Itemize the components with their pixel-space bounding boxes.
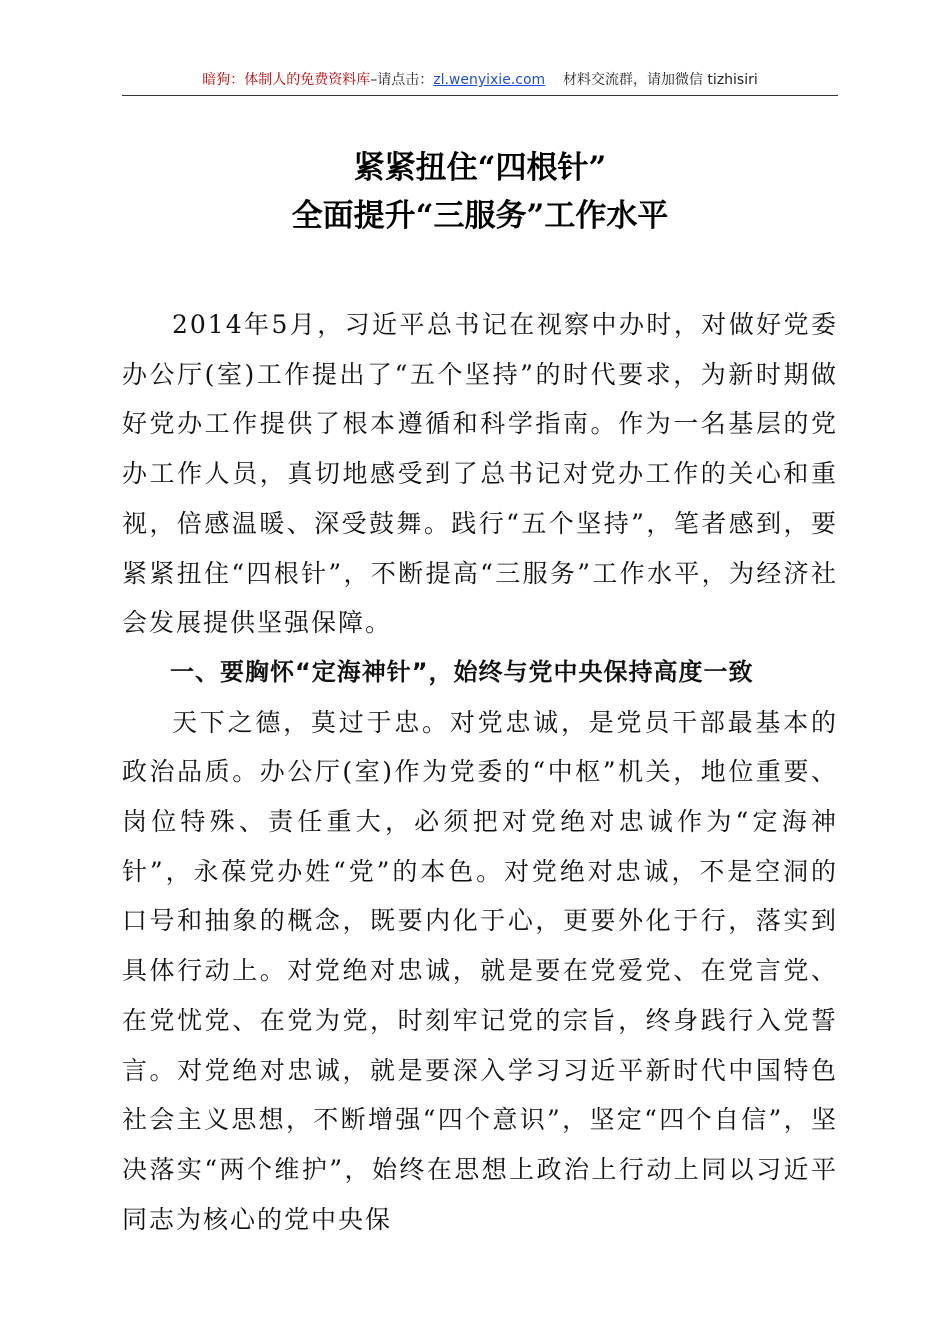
- document-title-line-2: 全面提升“三服务”工作水平: [291, 198, 669, 234]
- page-header: [122, 70, 838, 94]
- section-heading-1: 一、要胸怀“定海神针”，始终与党中央保持高度一致: [170, 657, 754, 686]
- header-divider: [122, 95, 838, 96]
- section-paragraph-1: 天下之德，莫过于忠。对党忠诚，是党员干部最基本的政治品质。办公厅(室)作为党委的“中枢”机关，地位重要、岗位特殊、责任重大，必须把对党绝对忠诚作为“定海神针”，永葆党办姓“党”的本色。对党绝对忠诚，不是空洞的口号和抽象的概念，既要内化于心，更要外化于行，落实到具体行动上。对党绝对忠诚，就是要在党爱党、在党言党、在党忧党、在党为党，时刻牢记党的宗旨，终身践行入党誓言。对党绝对忠诚，就是要深入学习习近平新时代中国特色社会主义思想，不断增强“四个意识”，坚定“四个自信”，坚决落实“两个维护”，始终在思想上政治上行动上同以习近平同志为核心的党中央保: [122, 707, 838, 1234]
- site-label: 暗狗：体制人的免费资料库: [202, 72, 371, 88]
- site-link[interactable]: zl.wenyixie.com: [433, 72, 546, 88]
- click-prompt: –请点击：: [370, 72, 434, 88]
- intro-paragraph: 2014年5月，习近平总书记在视察中办时，对做好党委办公厅(室)工作提出了“五个坚持”的时代要求，为新时期做好党办工作提供了根本遵循和科学指南。作为一名基层的党办工作人员，真切地感受到了总书记对党办工作的关心和重视，倍感温暖、深受鼓舞。践行“五个坚持”，笔者感到，要紧紧扭住“四根针”，不断提高“三服务”工作水平，为经济社会发展提供坚强保障。: [122, 310, 838, 638]
- contact-note: 材料交流群，请加微信 tizhisiri: [562, 72, 758, 88]
- document-title-line-1: 紧紧扭住“四根针”: [353, 150, 607, 186]
- document-body: [122, 300, 838, 1244]
